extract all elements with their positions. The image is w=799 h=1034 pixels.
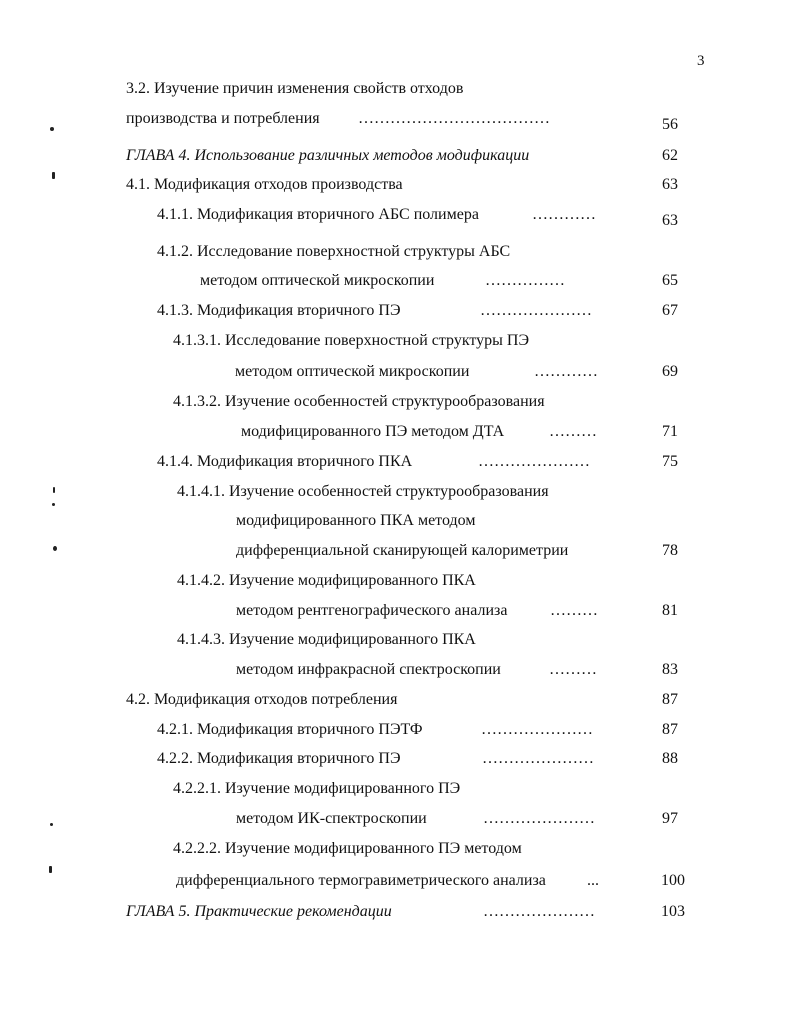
toc-title: 4.1.3. Модификация вторичного ПЭ [157,302,401,319]
toc-title: 4.1.4.2. Изучение модифицированного ПКА [177,572,476,589]
toc-leader: ………………… [478,453,590,470]
toc-title: 4.2.2.2. Изучение модифицированного ПЭ методом [173,840,522,857]
toc-title: 4.2.2.1. Изучение модифицированного ПЭ [173,780,461,797]
scan-speck [49,866,52,873]
toc-page: 63 [662,212,678,229]
toc-leader: ... [587,872,599,889]
toc-page: 88 [662,750,678,767]
toc-page: 75 [662,453,678,470]
toc-leader: ……… [549,423,597,440]
toc-title: 4.1.4.3. Изучение модифицированного ПКА [177,631,476,648]
toc-leader: ………… [532,206,596,223]
toc-page: 71 [662,423,678,440]
toc-title: 4.2.2. Модификация вторичного ПЭ [157,750,401,767]
page-number: 3 [697,53,705,69]
toc-page: 97 [662,810,678,827]
scan-speck [53,546,57,551]
toc-page: 83 [662,661,678,678]
toc-title-cont: методом оптической микроскопии [200,272,435,289]
toc-page: 78 [662,542,678,559]
toc-leader: ………………… [482,750,594,767]
toc-page: 65 [662,272,678,289]
toc-page: 56 [662,116,678,133]
toc-title-cont: методом инфракрасной спектроскопии [236,661,501,678]
toc-title: 4.1.3.2. Изучение особенностей структурообразования [173,393,545,410]
scan-speck [53,487,55,493]
toc-page: 67 [662,302,678,319]
toc-page: 69 [662,363,678,380]
toc-page: 63 [662,176,678,193]
toc-page: 81 [662,602,678,619]
toc-title-cont: производства и потребления [126,110,320,127]
toc-leader: ……… [550,602,598,619]
toc-leader: …………… [485,272,565,289]
toc-page: 100 [661,872,685,889]
toc-title-cont: дифференциального термогравиметрического анализа [176,872,546,889]
toc-title-cont: дифференциальной сканирующей калориметрии [236,542,569,559]
toc-title: 4.1. Модификация отходов производства [126,176,403,193]
toc-leader: ………… [534,363,598,380]
toc-title: 4.1.4.1. Изучение особенностей структурообразования [177,483,549,500]
toc-title: 4.1.2. Исследование поверхностной структуры АБС [157,243,511,260]
toc-title: 4.1.1. Модификация вторичного АБС полимера [157,206,479,223]
toc-page: 87 [662,691,678,708]
toc-title-cont: модифицированного ПЭ методом ДТА [241,423,505,440]
toc-leader: ………………… [480,302,592,319]
scan-speck [50,127,54,131]
toc-page: 103 [661,903,685,920]
toc-title: 3.2. Изучение причин изменения свойств отходов [126,80,464,97]
toc-title-cont: методом оптической микроскопии [235,363,470,380]
toc-title: 4.1.4. Модификация вторичного ПКА [157,453,413,470]
scan-speck [52,172,55,179]
scan-speck [52,503,55,506]
toc-page: 62 [662,147,678,164]
toc-title: ГЛАВА 4. Использование различных методов модификации [126,147,530,164]
toc-title: 4.2.1. Модификация вторичного ПЭТФ [157,721,423,738]
toc-leader: ……… [549,661,597,678]
toc-title-cont: методом рентгенографического анализа [236,602,508,619]
toc-leader: ………………… [483,903,595,920]
toc-leader: ………………… [483,810,595,827]
toc-page: 87 [662,721,678,738]
toc-title-cont: методом ИК-спектроскопии [236,810,427,827]
toc-leader: ……………………………… [358,110,550,127]
scan-speck [50,823,53,826]
toc-title: 4.2. Модификация отходов потребления [126,691,398,708]
toc-leader: ………………… [481,721,593,738]
toc-title: 4.1.3.1. Исследование поверхностной структуры ПЭ [173,332,530,349]
toc-title: ГЛАВА 5. Практические рекомендации [126,903,392,920]
toc-title-cont: модифицированного ПКА методом [236,512,476,529]
